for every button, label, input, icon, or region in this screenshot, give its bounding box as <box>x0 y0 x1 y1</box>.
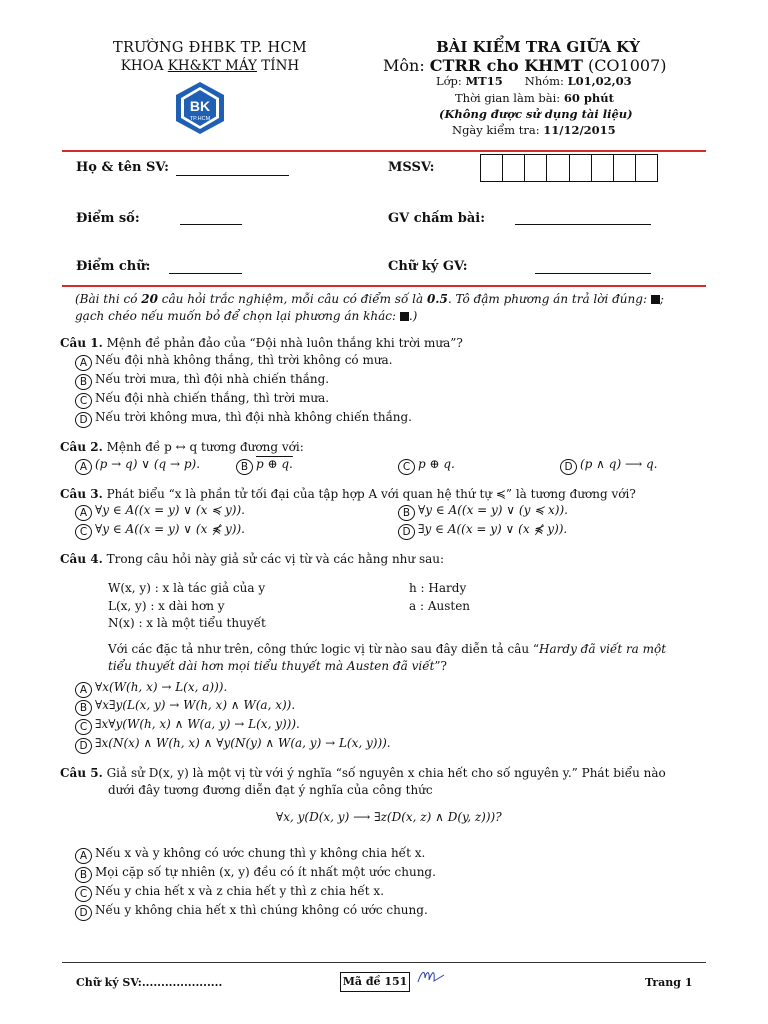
q1-option-c[interactable]: C Nếu đội nhà chiến thắng, thì trời mưa. <box>75 391 329 409</box>
score-words-label: Điểm chữ: <box>76 259 151 274</box>
q4-option-a[interactable]: A ∀x(W(h, x) → L(x, a))). <box>75 680 227 698</box>
instructions: (Bài thi có 20 câu hỏi trắc nghiệm, mỗi câu có điểm số là 0.5. Tô đậm phương án trả lời đúng: ; gạch chéo nếu muốn bỏ để chọn lại phương án khác: .) <box>75 292 664 323</box>
q2-option-a[interactable]: A (p → q) ∨ (q → p). <box>75 457 200 475</box>
school-header <box>60 40 360 74</box>
q1-option-d[interactable]: D Nếu trời không mưa, thì đội nhà không chiến thắng. <box>75 410 412 428</box>
date-line: Ngày kiểm tra: 11/12/2015 <box>452 123 616 137</box>
exam-title: BÀI KIỂM TRA GIỮA KỲ <box>436 38 640 56</box>
student-id-label: MSSV: <box>388 160 435 175</box>
score-words-blank[interactable] <box>169 273 242 274</box>
q5-option-b[interactable]: B Mọi cặp số tự nhiên (x, y) đều có ít nhất một ước chung. <box>75 865 436 883</box>
q4-definition-1: W(x, y) : x là tác giả của y <box>108 581 266 595</box>
q4-option-d[interactable]: D ∃x(N(x) ∧ W(h, x) ∧ ∀y(N(y) ∧ W(a, y) → L(x, y))). <box>75 736 391 754</box>
q3-option-a[interactable]: A ∀y ∈ A((x = y) ∨ (x ≼ y)). <box>75 503 245 521</box>
grader-blank[interactable] <box>515 224 651 225</box>
q5-option-d[interactable]: D Nếu y không chia hết x thì chúng không có ước chung. <box>75 903 428 921</box>
fields-divider <box>62 285 706 287</box>
student-signature: Chữ ký SV:..................... <box>76 976 223 989</box>
question-1: Câu 1. Mệnh đề phản đảo của “Đội nhà luôn thắng khi trời mưa”? <box>60 336 463 350</box>
q2-option-d[interactable]: D (p ∧ q) ⟶ q. <box>560 457 657 475</box>
q4-paragraph-line-1: Với các đặc tả như trên, công thức logic vị từ nào sau đây diễn tả câu “Hardy đã viết ra một <box>108 642 667 656</box>
q4-option-c[interactable]: C ∃x∀y(W(h, x) ∧ W(a, y) → L(x, y))). <box>75 717 300 735</box>
q3-option-c[interactable]: C ∀y ∈ A((x = y) ∨ (x ⋠ y)). <box>75 522 245 540</box>
question-4: Câu 4. Trong câu hỏi này giả sử các vị từ và các hằng như sau: <box>60 552 445 566</box>
q1-option-a[interactable]: A Nếu đội nhà không thắng, thì trời không có mưa. <box>75 353 393 371</box>
school-name: TRƯỜNG ĐHBK TP. HCM <box>112 40 308 56</box>
filled-square-icon <box>651 295 660 304</box>
university-logo <box>172 80 228 136</box>
handwritten-signature <box>416 966 446 986</box>
time-line: Thời gian làm bài: 60 phút <box>455 91 614 105</box>
q4-definition-4: h : Hardy <box>409 581 467 595</box>
footer-divider <box>62 962 706 963</box>
q4-option-b[interactable]: B ∀x∃y(L(x, y) → W(h, x) ∧ W(a, x)). <box>75 698 295 716</box>
q3-option-b[interactable]: B ∀y ∈ A((x = y) ∨ (y ≼ x)). <box>398 503 568 521</box>
class-group-line: Lớp: MT15 Nhóm: L01,02,03 <box>436 74 632 88</box>
crossed-square-icon <box>400 312 409 321</box>
svg-text:BK: BK <box>189 98 211 114</box>
q5-formula: ∀x, y(D(x, y) ⟶ ∃z(D(x, z) ∧ D(y, z)))? <box>276 810 502 824</box>
q5-option-a[interactable]: A Nếu x và y không có ước chung thì y không chia hết x. <box>75 846 425 864</box>
name-label: Họ & tên SV: <box>76 160 169 175</box>
teacher-signature-blank[interactable] <box>535 273 651 274</box>
q4-paragraph-line-2: tiểu thuyết dài hơn mọi tiểu thuyết mà Austen đã viết”? <box>108 659 447 673</box>
teacher-signature-label: Chữ ký GV: <box>388 259 468 274</box>
exam-code: Mã đề 151 <box>340 972 410 992</box>
q4-definition-3: N(x) : x là một tiểu thuyết <box>108 616 266 630</box>
grader-label: GV chấm bài: <box>388 211 486 226</box>
name-blank[interactable] <box>176 175 289 176</box>
exam-header <box>383 38 703 75</box>
score-label: Điểm số: <box>76 211 140 226</box>
question-3: Câu 3. Phát biểu “x là phần tử tối đại của tập hợp A với quan hệ thứ tự ≼” là tương đương với? <box>60 487 636 501</box>
question-5-line-2: dưới đây tương đương diễn đạt ý nghĩa của công thức <box>108 783 433 797</box>
page-number: Trang 1 <box>645 976 693 989</box>
q2-option-b[interactable]: B p ⊕ q. <box>236 457 293 475</box>
score-blank[interactable] <box>180 224 242 225</box>
exam-subject: Môn: CTRR cho KHMT (CO1007) <box>383 56 667 75</box>
q2-option-c[interactable]: C p ⊕ q. <box>398 457 455 475</box>
top-divider <box>62 150 706 152</box>
q5-option-c[interactable]: C Nếu y chia hết x và z chia hết y thì z chia hết x. <box>75 884 384 902</box>
q4-definition-5: a : Austen <box>409 599 471 613</box>
svg-text:TP.HCM: TP.HCM <box>189 116 211 122</box>
q3-option-d[interactable]: D ∃y ∈ A((x = y) ∨ (x ⋠ y)). <box>398 522 567 540</box>
no-materials-note: (Không được sử dụng tài liệu) <box>439 107 633 121</box>
faculty-name: KHOA KH&KT MÁY TÍNH <box>120 58 300 74</box>
question-2: Câu 2. Mệnh đề p ↔ q tương đương với: <box>60 440 304 454</box>
q1-option-b[interactable]: B Nếu trời mưa, thì đội nhà chiến thắng. <box>75 372 329 390</box>
q4-definition-2: L(x, y) : x dài hơn y <box>108 599 225 613</box>
question-5-line-1: Câu 5. Giả sử D(x, y) là một vị từ với ý nghĩa “số nguyên x chia hết cho số nguyên y.” Phát biểu nào <box>60 766 666 780</box>
